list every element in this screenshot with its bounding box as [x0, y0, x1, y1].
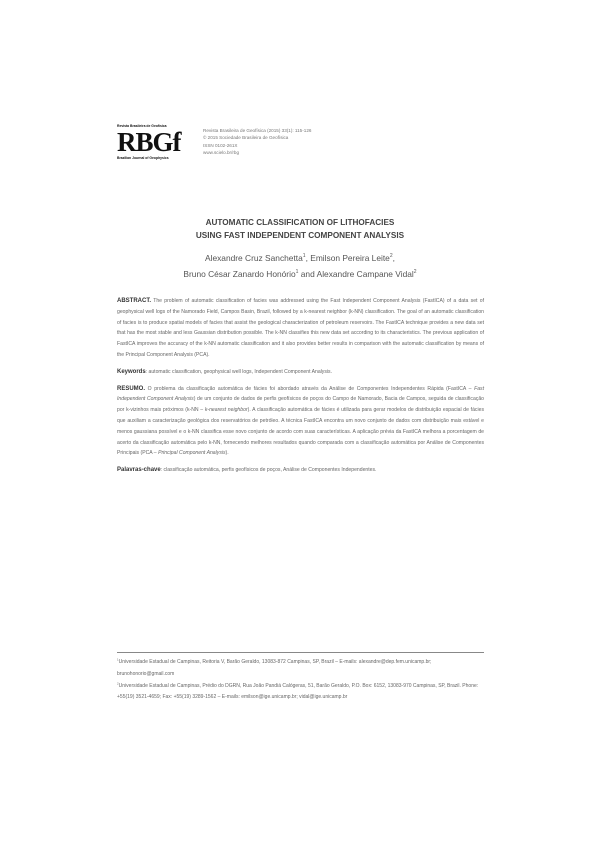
footnote-1 [117, 657, 484, 681]
keywords-label: Keywords [117, 368, 146, 375]
separator: and [298, 269, 317, 279]
palavras-chave [117, 465, 484, 476]
website-link[interactable]: www.scielo.br/rbg [203, 150, 239, 156]
resumo-text: ). [225, 450, 229, 457]
logo-main-text: RBGf [117, 127, 181, 157]
article-front-matter [117, 296, 484, 482]
resumo-italic: k-nearest neighbor [204, 407, 248, 414]
palavras-label: Palavras-chave [117, 467, 161, 474]
citation-line: Revista Brasileira de Geofísica (2015) 33(1): 115-126 [203, 128, 312, 133]
authors [0, 250, 600, 282]
footnote-text: Universidade Estadual de Campinas, Prédio do DGRN, Rua João Pandiá Calógeras, 51, Barão Geraldo, P.O. Box: 6152, 13083-970 Campinas, SP, Brazil. Phone: +55(19) 3521-4659; Fax: +55(19) 3289-1562 – E-mails: emilson@ige.unicamp.br; vidal@ige.unicamp.br [117, 682, 479, 701]
abstract [117, 296, 484, 361]
resumo-text: ) de um conjunto de dados de perfis geofísicos de poços do Campo de Namorado, Bacia de Campos, seguida de classificação por k-vizinhos mais próximos (k-NN – [117, 396, 484, 414]
author: Alexandre Cruz Sanchetta [205, 253, 303, 263]
footnote-mark: 1 [117, 657, 119, 662]
author: Bruno César Zanardo Honório [183, 269, 296, 279]
author: Emilson Pereira Leite [310, 253, 390, 263]
footnote-divider [117, 652, 484, 653]
title-line-2: USING FAST INDEPENDENT COMPONENT ANALYSIS [195, 231, 405, 240]
affiliation-mark: 2 [389, 253, 393, 260]
logo-top-text: Revista Brasileira de Geofísica [117, 124, 167, 128]
footnote-text: Universidade Estadual de Campinas, Reitoria V, Barão Geraldo, 13083-872 Campinas, SP, Brazil – E-mails: alexandre@dep.fem.unicamp.br; brunohonorio@gmail.com [117, 659, 432, 677]
keywords-text: : automatic classification, geophysical well logs, Independent Component Analysis. [145, 368, 332, 375]
resumo-italic: Principal Component Analysis [158, 450, 226, 457]
paper-title [0, 216, 600, 242]
resumo-text: ). A classificação automática de fácies é utilizada para gerar modelos de distribuição espacial de fácies que auxiliam a caracterização geológica dos reservatórios de petróleo. A técnica FastICA encontra um novo conjunto de dados com distribuição mais estável e menos gaussiana possível e o k-NN classifica esse novo conjunto de acordo com suas características. A aplicação prévia da FastICA melhora a porcentagem de acerto da classificação automática pelo k-NN, fornecendo melhores resultados quando comparada com a classificação automática por Análise de Componentes Principais (PCA – [117, 407, 484, 457]
affiliation-mark: 1 [302, 253, 306, 260]
journal-logo [117, 124, 183, 161]
abstract-text: The problem of automatic classification of facies was addressed using the Fast Independent Component Analysis (FastICA) of a data set of geophysical well logs of the Namorado Field, Campos Basin, Brazil, followed by a k-nearest neighbor (k-NN) classification. The goal of an automatic classification of facies is to produce spatial models of facies that assist the geological characterization of petroleum reservoirs. The FastICA technique provides a new data set that has the most stable and less Gaussian distribution possible. The k-NN classifies this new data set according to its characteristics. The previous application of FastICA improves the accuracy of the k-NN automatic classification and it also provides better results in comparison with the automatic classification by means of the Principal Component Analysis (PCA). [117, 298, 485, 358]
resumo-label: RESUMO. [117, 385, 146, 392]
footnotes [117, 657, 484, 704]
copyright-line: © 2015 Sociedade Brasileira de Geofísica [203, 135, 289, 141]
author: Alexandre Campane Vidal [316, 269, 414, 279]
palavras-text: : classificação automática, perfis geofísicos de poços, Análise de Componentes Independentes. [160, 467, 377, 474]
affiliation-mark: 2 [413, 269, 417, 276]
affiliation-mark: 1 [295, 269, 299, 276]
journal-header-info [203, 127, 311, 157]
separator: , [392, 253, 395, 263]
separator: , [305, 253, 311, 263]
resumo-italic: Fast Independent Component Analysis [117, 385, 484, 403]
resumo [117, 384, 484, 460]
title-line-1: AUTOMATIC CLASSIFICATION OF LITHOFACIES [205, 218, 395, 227]
keywords [117, 367, 484, 378]
resumo-text: O problema da classificação automática de fácies foi abordado através da Análise de Componentes Independentes Rápida (FastICA – [145, 385, 475, 392]
issn-line: ISSN 0102-261X [203, 142, 238, 148]
abstract-label: ABSTRACT. [117, 298, 151, 304]
footnote-mark: 2 [117, 680, 119, 685]
footnote-2 [117, 681, 484, 705]
logo-bottom-text: Brazilian Journal of Geophysics [117, 156, 169, 160]
